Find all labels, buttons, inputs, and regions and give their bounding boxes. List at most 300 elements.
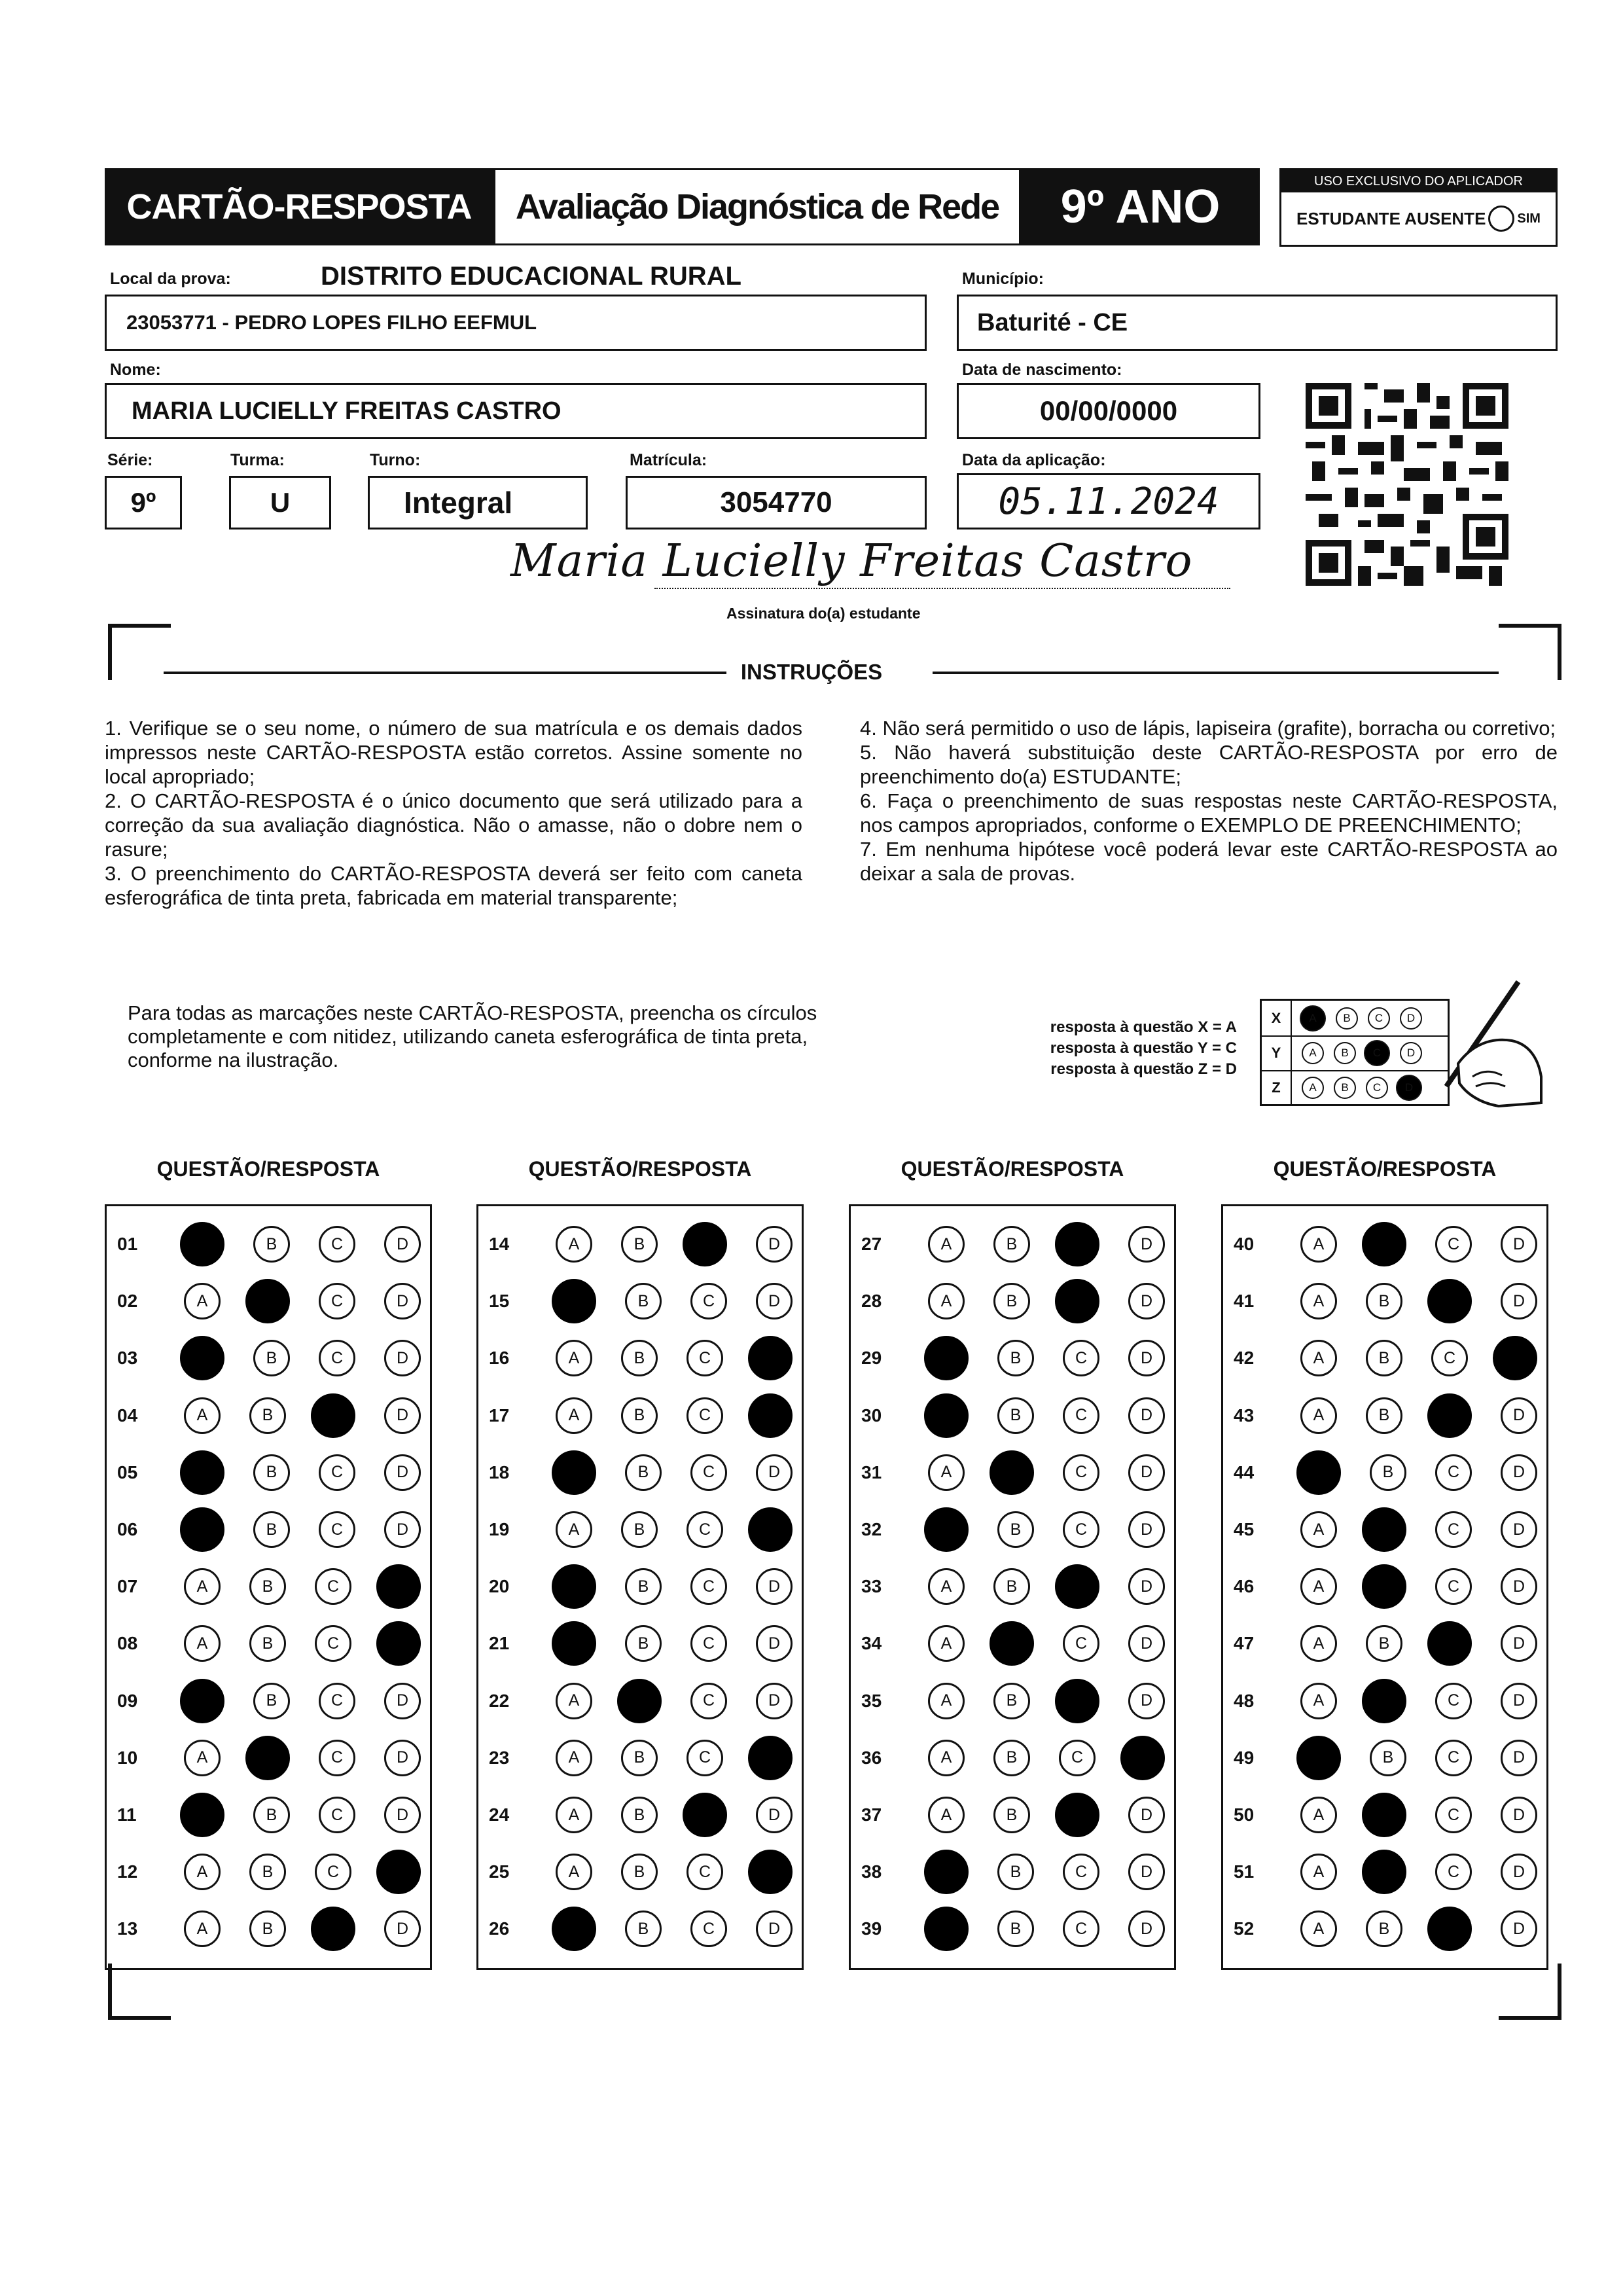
- bubble-23-b[interactable]: B: [621, 1740, 658, 1776]
- answer-row-23: [478, 1738, 802, 1778]
- divider-left: [164, 672, 726, 674]
- question-number: 34: [861, 1633, 882, 1654]
- column-header-2: QUESTÃO/RESPOSTA: [528, 1157, 752, 1181]
- bubble-49-d[interactable]: D: [1501, 1740, 1537, 1776]
- turma-field: [229, 476, 331, 529]
- example-line-y: resposta à questão Y = C: [1050, 1039, 1237, 1057]
- bubble-29-c[interactable]: C: [1063, 1340, 1099, 1376]
- bubble-49-c[interactable]: C: [1435, 1740, 1472, 1776]
- question-number: 29: [861, 1348, 882, 1369]
- bubble-44-b[interactable]: B: [1370, 1454, 1406, 1491]
- bubble-08-a[interactable]: A: [184, 1625, 221, 1662]
- bubble-50-b-marked[interactable]: B: [1362, 1793, 1406, 1837]
- bubble-37-c-marked[interactable]: C: [1055, 1793, 1099, 1837]
- bubble-27-b[interactable]: B: [993, 1226, 1030, 1263]
- bubble-33-c-marked[interactable]: C: [1055, 1564, 1099, 1609]
- answer-row-40: [1223, 1225, 1546, 1264]
- bubble-46-a[interactable]: A: [1300, 1568, 1337, 1605]
- bubble-31-a[interactable]: A: [928, 1454, 965, 1491]
- question-number: 07: [117, 1576, 138, 1597]
- bubble-26-a-marked[interactable]: A: [552, 1907, 596, 1951]
- question-number: 08: [117, 1633, 138, 1654]
- bubble-49-b[interactable]: B: [1370, 1740, 1406, 1776]
- bubble-41-a[interactable]: A: [1300, 1283, 1337, 1319]
- bubble-02-c[interactable]: C: [319, 1283, 355, 1319]
- bubble-15-b[interactable]: B: [625, 1283, 662, 1319]
- bubble-10-a[interactable]: A: [184, 1740, 221, 1776]
- bubble-14-a[interactable]: A: [556, 1226, 592, 1263]
- answer-row-47: [1223, 1624, 1546, 1663]
- question-number: 25: [489, 1861, 510, 1882]
- bubble-32-b[interactable]: B: [997, 1511, 1034, 1548]
- question-number: 19: [489, 1519, 510, 1539]
- bubble-01-c[interactable]: C: [319, 1226, 355, 1263]
- bubble-45-c[interactable]: C: [1435, 1511, 1472, 1548]
- bubble-52-b[interactable]: B: [1366, 1910, 1402, 1947]
- question-number: 11: [117, 1804, 137, 1825]
- bubble-36-a[interactable]: A: [928, 1740, 965, 1776]
- bubble-45-d[interactable]: D: [1501, 1511, 1537, 1548]
- bubble-12-b[interactable]: B: [249, 1854, 286, 1890]
- absent-option: SIM: [1517, 211, 1541, 226]
- question-number: 27: [861, 1234, 882, 1254]
- bubble-46-d[interactable]: D: [1501, 1568, 1537, 1605]
- bubble-03-b[interactable]: B: [253, 1340, 290, 1376]
- question-number: 16: [489, 1348, 510, 1369]
- school-field: [105, 295, 927, 351]
- qr-code-icon: [1306, 383, 1508, 586]
- card-title: CARTÃO-RESPOSTA: [105, 168, 493, 245]
- bubble-02-a[interactable]: A: [184, 1283, 221, 1319]
- bubble-36-d-marked[interactable]: D: [1120, 1736, 1165, 1780]
- bubble-14-d[interactable]: D: [756, 1226, 793, 1263]
- bubble-11-a-marked[interactable]: A: [180, 1793, 224, 1837]
- bubble-16-a[interactable]: A: [556, 1340, 592, 1376]
- bubble-05-d[interactable]: D: [384, 1454, 421, 1491]
- bubble-13-b[interactable]: B: [249, 1910, 286, 1947]
- question-number: 35: [861, 1690, 882, 1711]
- bubble-30-a-marked[interactable]: A: [924, 1393, 969, 1438]
- bubble-24-a[interactable]: A: [556, 1797, 592, 1833]
- bubble-27-a[interactable]: A: [928, 1226, 965, 1263]
- bubble-41-c-marked[interactable]: C: [1427, 1279, 1472, 1323]
- bubble-19-a[interactable]: A: [556, 1511, 592, 1548]
- bubble-44-d[interactable]: D: [1501, 1454, 1537, 1491]
- example-bubble-y-c: C: [1364, 1040, 1390, 1066]
- example-bubble-z-a: A: [1302, 1077, 1324, 1099]
- question-number: 30: [861, 1405, 882, 1426]
- bubble-06-b[interactable]: B: [253, 1511, 290, 1548]
- bubble-51-b-marked[interactable]: B: [1362, 1850, 1406, 1894]
- bubble-40-a[interactable]: A: [1300, 1226, 1337, 1263]
- bubble-28-b[interactable]: B: [993, 1283, 1030, 1319]
- bubble-23-d-marked[interactable]: D: [748, 1736, 793, 1780]
- bubble-32-a-marked[interactable]: A: [924, 1507, 969, 1552]
- bubble-02-d[interactable]: D: [384, 1283, 421, 1319]
- bubble-09-b[interactable]: B: [253, 1683, 290, 1719]
- bubble-39-a-marked[interactable]: A: [924, 1907, 969, 1951]
- instruction-5: 5. Não haverá substituição deste CARTÃO-RESPOSTA por erro de preenchimento do(a) ESTUDANTE;: [860, 741, 1558, 788]
- example-bubble-x-c: C: [1368, 1007, 1390, 1030]
- bubble-09-a-marked[interactable]: A: [180, 1679, 224, 1723]
- answer-row-22: [478, 1681, 802, 1721]
- bubble-28-c-marked[interactable]: C: [1055, 1279, 1099, 1323]
- bubble-22-d[interactable]: D: [756, 1683, 793, 1719]
- bubble-04-c-marked[interactable]: C: [311, 1393, 355, 1438]
- question-number: 49: [1234, 1747, 1255, 1768]
- answer-row-43: [1223, 1396, 1546, 1435]
- bubble-19-d-marked[interactable]: D: [748, 1507, 793, 1552]
- bubble-17-d-marked[interactable]: D: [748, 1393, 793, 1438]
- bubble-01-d[interactable]: D: [384, 1226, 421, 1263]
- bubble-38-d[interactable]: D: [1128, 1854, 1165, 1890]
- bubble-46-b-marked[interactable]: B: [1362, 1564, 1406, 1609]
- answer-row-02: [107, 1282, 430, 1321]
- bubble-43-b[interactable]: B: [1366, 1397, 1402, 1434]
- bubble-20-c[interactable]: C: [690, 1568, 727, 1605]
- bubble-28-d[interactable]: D: [1128, 1283, 1165, 1319]
- bubble-52-a[interactable]: A: [1300, 1910, 1337, 1947]
- bubble-16-c[interactable]: C: [687, 1340, 723, 1376]
- bubble-13-c-marked[interactable]: C: [311, 1907, 355, 1951]
- answer-row-52: [1223, 1909, 1546, 1948]
- bubble-17-b[interactable]: B: [621, 1397, 658, 1434]
- bubble-15-c[interactable]: C: [690, 1283, 727, 1319]
- bubble-34-c[interactable]: C: [1063, 1625, 1099, 1662]
- bubble-41-d[interactable]: D: [1501, 1283, 1537, 1319]
- bubble-08-d-marked[interactable]: D: [376, 1621, 421, 1666]
- bubble-08-b[interactable]: B: [249, 1625, 286, 1662]
- bubble-17-c[interactable]: C: [687, 1397, 723, 1434]
- bubble-39-b[interactable]: B: [997, 1910, 1034, 1947]
- bubble-20-b[interactable]: B: [625, 1568, 662, 1605]
- bubble-10-c[interactable]: C: [319, 1740, 355, 1776]
- bubble-29-d[interactable]: D: [1128, 1340, 1165, 1376]
- municipio-field: [957, 295, 1558, 351]
- question-number: 50: [1234, 1804, 1255, 1825]
- answer-row-19: [478, 1510, 802, 1549]
- bubble-14-c-marked[interactable]: C: [683, 1222, 727, 1266]
- question-number: 01: [117, 1234, 138, 1254]
- bubble-40-d[interactable]: D: [1501, 1226, 1537, 1263]
- bubble-40-b-marked[interactable]: B: [1362, 1222, 1406, 1266]
- bubble-44-a-marked[interactable]: A: [1296, 1450, 1341, 1495]
- signature: Maria Lucielly Freitas Castro: [510, 535, 1193, 587]
- bubble-26-b[interactable]: B: [625, 1910, 662, 1947]
- question-number: 18: [489, 1462, 510, 1482]
- bubble-21-b[interactable]: B: [625, 1625, 662, 1662]
- question-number: 02: [117, 1291, 138, 1312]
- bubble-42-b[interactable]: B: [1366, 1340, 1402, 1376]
- municipio-label: Município:: [962, 270, 1044, 288]
- bubble-40-c[interactable]: C: [1435, 1226, 1472, 1263]
- bubble-06-a-marked[interactable]: A: [180, 1507, 224, 1552]
- bubble-41-b[interactable]: B: [1366, 1283, 1402, 1319]
- bubble-51-d[interactable]: D: [1501, 1854, 1537, 1890]
- bubble-36-b[interactable]: B: [993, 1740, 1030, 1776]
- bubble-38-b[interactable]: B: [997, 1854, 1034, 1890]
- bubble-12-d-marked[interactable]: D: [376, 1850, 421, 1894]
- bubble-34-d[interactable]: D: [1128, 1625, 1165, 1662]
- question-number: 52: [1234, 1918, 1255, 1939]
- bubble-07-c[interactable]: C: [315, 1568, 351, 1605]
- bubble-35-b[interactable]: B: [993, 1683, 1030, 1719]
- bubble-10-d[interactable]: D: [384, 1740, 421, 1776]
- bubble-52-d[interactable]: D: [1501, 1910, 1537, 1947]
- bubble-52-c-marked[interactable]: C: [1427, 1907, 1472, 1951]
- turno-label: Turno:: [370, 451, 421, 469]
- bubble-30-d[interactable]: D: [1128, 1397, 1165, 1434]
- question-number: 14: [489, 1234, 510, 1254]
- bubble-24-c-marked[interactable]: C: [683, 1793, 727, 1837]
- answer-row-08: [107, 1624, 430, 1663]
- answer-row-05: [107, 1453, 430, 1492]
- turma-label: Turma:: [230, 451, 285, 469]
- bubble-35-a[interactable]: A: [928, 1683, 965, 1719]
- bubble-15-a-marked[interactable]: A: [552, 1279, 596, 1323]
- bubble-31-d[interactable]: D: [1128, 1454, 1165, 1491]
- bubble-22-a[interactable]: A: [556, 1683, 592, 1719]
- answer-row-29: [851, 1338, 1174, 1378]
- bubble-42-d-marked[interactable]: D: [1493, 1336, 1537, 1380]
- bubble-06-d[interactable]: D: [384, 1511, 421, 1548]
- bubble-07-a[interactable]: A: [184, 1568, 221, 1605]
- bubble-48-d[interactable]: D: [1501, 1683, 1537, 1719]
- bubble-42-a[interactable]: A: [1300, 1340, 1337, 1376]
- question-number: 21: [489, 1633, 510, 1654]
- bubble-36-c[interactable]: C: [1059, 1740, 1096, 1776]
- bubble-43-d[interactable]: D: [1501, 1397, 1537, 1434]
- pen-hand-icon: [1420, 978, 1551, 1109]
- bubble-01-b[interactable]: B: [253, 1226, 290, 1263]
- bubble-18-a-marked[interactable]: A: [552, 1450, 596, 1495]
- bubble-11-b[interactable]: B: [253, 1797, 290, 1833]
- bubble-45-b-marked[interactable]: B: [1362, 1507, 1406, 1552]
- question-number: 22: [489, 1690, 510, 1711]
- column-header-1: QUESTÃO/RESPOSTA: [156, 1157, 380, 1181]
- bubble-27-c-marked[interactable]: C: [1055, 1222, 1099, 1266]
- bubble-25-d-marked[interactable]: D: [748, 1850, 793, 1894]
- bubble-37-a[interactable]: A: [928, 1797, 965, 1833]
- answer-row-34: [851, 1624, 1174, 1663]
- bubble-30-b[interactable]: B: [997, 1397, 1034, 1434]
- answer-row-24: [478, 1795, 802, 1835]
- bubble-11-d[interactable]: D: [384, 1797, 421, 1833]
- bubble-28-a[interactable]: A: [928, 1283, 965, 1319]
- bubble-05-c[interactable]: C: [319, 1454, 355, 1491]
- bubble-12-a[interactable]: A: [184, 1854, 221, 1890]
- bubble-10-b-marked[interactable]: B: [245, 1736, 290, 1780]
- instruction-6: 6. Faça o preenchimento de suas respostas neste CARTÃO-RESPOSTA, nos campos apropriados, conforme o EXEMPLO DE PREENCHIMENTO;: [860, 789, 1558, 836]
- instructions-right: [860, 716, 1558, 886]
- instruction-3: 3. O preenchimento do CARTÃO-RESPOSTA deverá ser feito com caneta esferográfica de tinta preta, fabricada em material transparente;: [105, 862, 802, 909]
- bubble-08-c[interactable]: C: [315, 1625, 351, 1662]
- bubble-35-c-marked[interactable]: C: [1055, 1679, 1099, 1723]
- answer-row-32: [851, 1510, 1174, 1549]
- bubble-39-c[interactable]: C: [1063, 1910, 1099, 1947]
- instruction-2: 2. O CARTÃO-RESPOSTA é o único documento que será utilizado para a correção da sua avaliação diagnóstica. Não o amasse, não o dobre nem o rasure;: [105, 789, 802, 861]
- bubble-15-d[interactable]: D: [756, 1283, 793, 1319]
- bubble-16-b[interactable]: B: [621, 1340, 658, 1376]
- answer-row-17: [478, 1396, 802, 1435]
- bubble-34-a[interactable]: A: [928, 1625, 965, 1662]
- bubble-21-a-marked[interactable]: A: [552, 1621, 596, 1666]
- bubble-38-c[interactable]: C: [1063, 1854, 1099, 1890]
- absent-checkbox[interactable]: [1488, 206, 1514, 232]
- bubble-22-b-marked[interactable]: B: [617, 1679, 662, 1723]
- bubble-04-b[interactable]: B: [249, 1397, 286, 1434]
- example-bubble-z-d: D: [1396, 1075, 1422, 1101]
- bubble-02-b-marked[interactable]: B: [245, 1279, 290, 1323]
- bubble-20-d[interactable]: D: [756, 1568, 793, 1605]
- answer-row-31: [851, 1453, 1174, 1492]
- question-number: 32: [861, 1519, 882, 1539]
- bubble-27-d[interactable]: D: [1128, 1226, 1165, 1263]
- answer-row-28: [851, 1282, 1174, 1321]
- answer-row-33: [851, 1567, 1174, 1606]
- bubble-47-c-marked[interactable]: C: [1427, 1621, 1472, 1666]
- bubble-47-a[interactable]: A: [1300, 1625, 1337, 1662]
- turno-field: [368, 476, 588, 529]
- bubble-05-b[interactable]: B: [253, 1454, 290, 1491]
- bubble-25-a[interactable]: A: [556, 1854, 592, 1890]
- bubble-13-d[interactable]: D: [384, 1910, 421, 1947]
- bubble-33-b[interactable]: B: [993, 1568, 1030, 1605]
- bubble-21-c[interactable]: C: [690, 1625, 727, 1662]
- question-number: 39: [861, 1918, 882, 1939]
- bubble-37-d[interactable]: D: [1128, 1797, 1165, 1833]
- bubble-43-c-marked[interactable]: C: [1427, 1393, 1472, 1438]
- bubble-12-c[interactable]: C: [315, 1854, 351, 1890]
- bubble-26-c[interactable]: C: [690, 1910, 727, 1947]
- bubble-23-c[interactable]: C: [687, 1740, 723, 1776]
- question-number: 42: [1234, 1348, 1255, 1369]
- bubble-35-d[interactable]: D: [1128, 1683, 1165, 1719]
- question-number: 41: [1234, 1291, 1255, 1312]
- bubble-23-a[interactable]: A: [556, 1740, 592, 1776]
- bubble-48-a[interactable]: A: [1300, 1683, 1337, 1719]
- bubble-17-a[interactable]: A: [556, 1397, 592, 1434]
- bubble-24-d[interactable]: D: [756, 1797, 793, 1833]
- bubble-03-d[interactable]: D: [384, 1340, 421, 1376]
- bubble-34-b-marked[interactable]: B: [990, 1621, 1034, 1666]
- question-number: 13: [117, 1918, 138, 1939]
- bubble-01-a-marked[interactable]: A: [180, 1222, 224, 1266]
- bubble-47-d[interactable]: D: [1501, 1625, 1537, 1662]
- bubble-48-b-marked[interactable]: B: [1362, 1679, 1406, 1723]
- bubble-20-a-marked[interactable]: A: [552, 1564, 596, 1609]
- bubble-18-c[interactable]: C: [690, 1454, 727, 1491]
- bubble-33-a[interactable]: A: [928, 1568, 965, 1605]
- bubble-18-b[interactable]: B: [625, 1454, 662, 1491]
- bubble-05-a-marked[interactable]: A: [180, 1450, 224, 1495]
- answer-row-42: [1223, 1338, 1546, 1378]
- example-question-label: Z: [1262, 1070, 1292, 1105]
- bubble-43-a[interactable]: A: [1300, 1397, 1337, 1434]
- example-bubble-x-d: D: [1400, 1007, 1422, 1030]
- bubble-50-d[interactable]: D: [1501, 1797, 1537, 1833]
- bubble-04-a[interactable]: A: [184, 1397, 221, 1434]
- bubble-22-c[interactable]: C: [690, 1683, 727, 1719]
- bubble-11-c[interactable]: C: [319, 1797, 355, 1833]
- bubble-25-b[interactable]: B: [621, 1854, 658, 1890]
- example-bubble-z-c: C: [1366, 1077, 1388, 1099]
- bubble-38-a-marked[interactable]: A: [924, 1850, 969, 1894]
- bubble-51-c[interactable]: C: [1435, 1854, 1472, 1890]
- answer-row-12: [107, 1852, 430, 1892]
- bubble-29-a-marked[interactable]: A: [924, 1336, 969, 1380]
- bubble-19-b[interactable]: B: [621, 1511, 658, 1548]
- bubble-37-b[interactable]: B: [993, 1797, 1030, 1833]
- bubble-03-a-marked[interactable]: A: [180, 1336, 224, 1380]
- bubble-44-c[interactable]: C: [1435, 1454, 1472, 1491]
- bubble-18-d[interactable]: D: [756, 1454, 793, 1491]
- fill-note: Para todas as marcações neste CARTÃO-RESPOSTA, preencha os círculos completamente e com nitidez, utilizando caneta esferográfica de tinta preta, conforme na ilustração.: [128, 1001, 817, 1071]
- bubble-30-c[interactable]: C: [1063, 1397, 1099, 1434]
- question-number: 36: [861, 1747, 882, 1768]
- bubble-50-c[interactable]: C: [1435, 1797, 1472, 1833]
- bubble-29-b[interactable]: B: [997, 1340, 1034, 1376]
- example-bubble-z-b: B: [1334, 1077, 1356, 1099]
- bubble-45-a[interactable]: A: [1300, 1511, 1337, 1548]
- bubble-47-b[interactable]: B: [1366, 1625, 1402, 1662]
- aplicacao-label: Data da aplicação:: [962, 451, 1106, 469]
- answer-row-50: [1223, 1795, 1546, 1835]
- question-number: 24: [489, 1804, 510, 1825]
- bubble-09-d[interactable]: D: [384, 1683, 421, 1719]
- bubble-50-a[interactable]: A: [1300, 1797, 1337, 1833]
- question-number: 48: [1234, 1690, 1255, 1711]
- bubble-48-c[interactable]: C: [1435, 1683, 1472, 1719]
- bubble-31-b-marked[interactable]: B: [990, 1450, 1034, 1495]
- answer-row-30: [851, 1396, 1174, 1435]
- question-number: 46: [1234, 1576, 1255, 1597]
- bubble-33-d[interactable]: D: [1128, 1568, 1165, 1605]
- bubble-25-c[interactable]: C: [687, 1854, 723, 1890]
- bubble-32-c[interactable]: C: [1063, 1511, 1099, 1548]
- turno-value: Integral: [404, 486, 513, 520]
- bubble-49-a-marked[interactable]: A: [1296, 1736, 1341, 1780]
- bubble-13-a[interactable]: A: [184, 1910, 221, 1947]
- bubble-39-d[interactable]: D: [1128, 1910, 1165, 1947]
- bubble-03-c[interactable]: C: [319, 1340, 355, 1376]
- bubble-04-d[interactable]: D: [384, 1397, 421, 1434]
- serie-field: [105, 476, 182, 529]
- question-number: 37: [861, 1804, 882, 1825]
- bubble-19-c[interactable]: C: [687, 1511, 723, 1548]
- bubble-31-c[interactable]: C: [1063, 1454, 1099, 1491]
- answer-row-25: [478, 1852, 802, 1892]
- bubble-32-d[interactable]: D: [1128, 1511, 1165, 1548]
- instruction-4: 4. Não será permitido o uso de lápis, lapiseira (grafite), borracha ou corretivo;: [860, 717, 1556, 740]
- bubble-42-c[interactable]: C: [1431, 1340, 1468, 1376]
- bubble-24-b[interactable]: B: [621, 1797, 658, 1833]
- bubble-09-c[interactable]: C: [319, 1683, 355, 1719]
- bubble-26-d[interactable]: D: [756, 1910, 793, 1947]
- bubble-06-c[interactable]: C: [319, 1511, 355, 1548]
- bubble-07-d-marked[interactable]: D: [376, 1564, 421, 1609]
- bubble-51-a[interactable]: A: [1300, 1854, 1337, 1890]
- bubble-16-d-marked[interactable]: D: [748, 1336, 793, 1380]
- bubble-21-d[interactable]: D: [756, 1625, 793, 1662]
- answer-column-3: [849, 1204, 1176, 1970]
- evaluation-title: Avaliação Diagnóstica de Rede: [493, 168, 1021, 245]
- answer-row-10: [107, 1738, 430, 1778]
- bubble-46-c[interactable]: C: [1435, 1568, 1472, 1605]
- bubble-14-b[interactable]: B: [621, 1226, 658, 1263]
- bubble-07-b[interactable]: B: [249, 1568, 286, 1605]
- corner-mark-bottom-left: [108, 1964, 171, 2020]
